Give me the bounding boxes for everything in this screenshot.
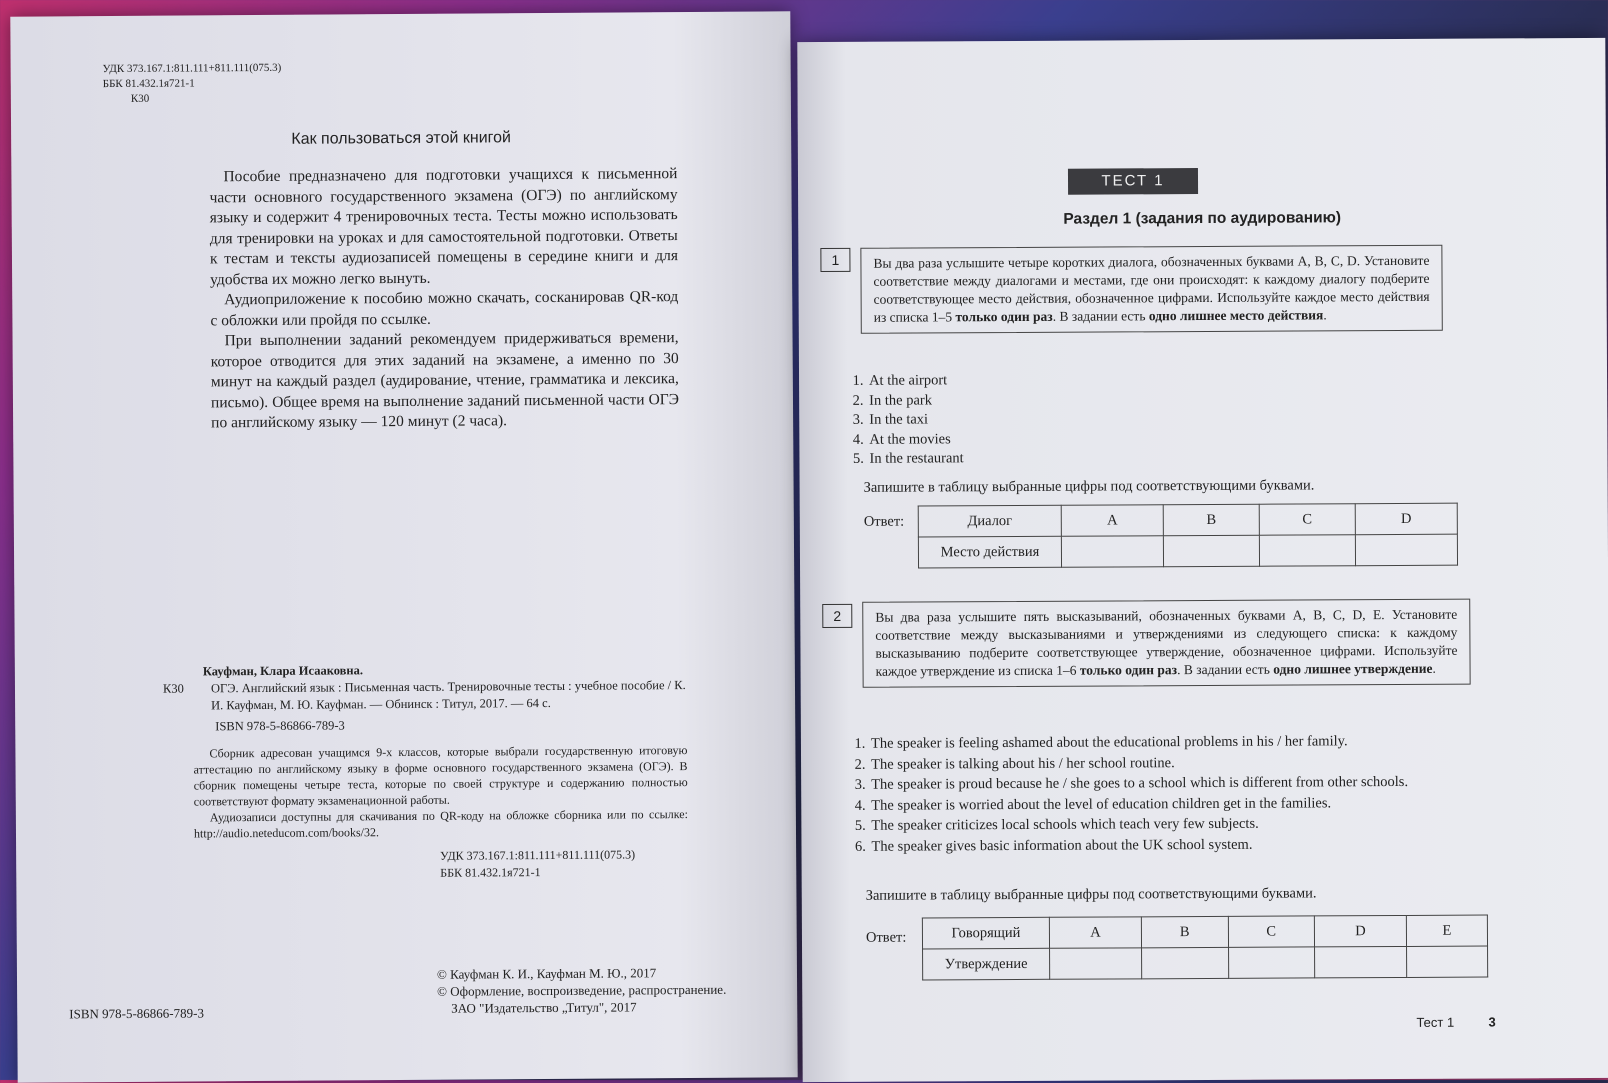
- biblio-isbn: ISBN 978-5-86866-789-3: [215, 718, 345, 734]
- test-badge: ТЕСТ 1: [1068, 168, 1198, 195]
- table-header-cell: C: [1259, 504, 1355, 536]
- task-2-text-e: .: [1432, 660, 1436, 676]
- copyright-line-2: © Оформление, воспроизведение, распространение.: [437, 981, 727, 999]
- answer-cell[interactable]: [1050, 948, 1142, 979]
- intro-paragraph-1: Пособие предназначено для подготовки учащихся к письменной части основного государственного экзамена (ОГЭ) по английскому языку и содержит 4 тренировочных теста. Тесты можно использовать для тренировки на уроках и для самостоятельной подготовки. Ответы к тестам и тексты аудиозаписей помещены в середине книги и для удобства их можно легко вынуть.: [209, 165, 679, 288]
- task-2-answer-table: [922, 915, 1488, 981]
- list-item: 3. In the taxi: [867, 409, 1167, 430]
- answer-cell[interactable]: [1259, 535, 1355, 567]
- table-header-cell: Место действия: [918, 536, 1061, 568]
- answer-cell[interactable]: [1315, 946, 1407, 977]
- list-item: 5. In the restaurant: [867, 448, 1167, 469]
- table-header-cell: B: [1141, 916, 1228, 947]
- table-header-cell: Говорящий: [922, 917, 1049, 949]
- udk-code: УДК 373.167.1:811.111+811.111(075.3): [102, 61, 282, 76]
- right-page: [797, 38, 1608, 1082]
- table-row: [923, 946, 1488, 980]
- page-number: 3: [1488, 1014, 1496, 1030]
- list-item: 4. The speaker is worried about the level of education children get in the families.: [869, 792, 1469, 816]
- task-2-text-a: Вы два раза услышите пять высказываний, обозначенных буквами A, B, C, D, E. Установите соответствие между высказываниями и утверждениями из следующего списка: к каждому высказыванию подберите соответствующее утверждение, обозначенное цифрами. Используйте каждое утверждение из списка 1–6: [875, 606, 1458, 679]
- udk-block: [103, 61, 282, 107]
- table-row: [918, 503, 1457, 537]
- task-1-write-hint: Запишите в таблицу выбранные цифры под соответствующими буквами.: [863, 477, 1315, 496]
- table-row: [922, 915, 1487, 949]
- left-page: [10, 11, 797, 1082]
- abstract-paragraph-1: Сборник адресован учащимся 9-х классов, которые выбрали государственную итоговую аттестацию по английскому языку в форме основного государственного экзамена (ОГЭ). В сборник помещены четыре теста, которые по своей структуре и содержанию полностью соответствуют формату экзаменационной работы.: [193, 743, 688, 809]
- table-header-cell: C: [1228, 916, 1315, 947]
- task-2-text-d: одно лишнее утверждение: [1273, 660, 1433, 677]
- task-2-number: 2: [822, 604, 852, 628]
- intro-paragraph-3: При выполнении заданий рекомендуем придерживаться времени, которое отводится для этих заданий на экзамене, а именно по 30 минут на каждый раздел (аудирование, чтение, грамматика и лексика, письмо). Общее время на выполнение заданий письменной части ОГЭ по английскому языку — 120 минут (2 часа).: [210, 329, 680, 432]
- intro-text: [209, 164, 679, 434]
- task-2-answer-label: Ответ:: [865, 929, 907, 946]
- bbk-bottom: ББК 81.432.1я721-1: [440, 865, 541, 880]
- table-header-cell: E: [1406, 915, 1487, 946]
- section-title: Раздел 1 (задания по аудированию): [1063, 209, 1342, 228]
- list-item: 2. The speaker is talking about his / her school routine.: [869, 751, 1469, 775]
- list-item: 4. At the movies: [867, 429, 1167, 450]
- abstract: [193, 742, 688, 841]
- table-header-cell: Диалог: [918, 505, 1061, 537]
- task-1-text-d: одно лишнее место действия: [1148, 307, 1324, 324]
- list-item: 3. The speaker is proud because he / she goes to a school which is different from other schools.: [869, 772, 1469, 796]
- list-item: 2. In the park: [867, 390, 1167, 411]
- biblio-author: Кауфман, Клара Исааковна.: [202, 663, 364, 679]
- task-1-text-a: Вы два раза услышите четыре коротких диалога, обозначенных буквами A, B, C, D. Установите соответствие между диалогами и местами, где они происходят: к каждому диалогу подберите соответствующее место действия, обозначенное цифрами. Используйте каждое место действия из списка 1–5: [873, 252, 1430, 325]
- author-mark: К30: [130, 92, 150, 105]
- abstract-paragraph-2: Аудиозаписи доступны для скачивания по QR-коду на обложке сборника или по ссылке: http://audio.neteducom.com/books/32.: [193, 807, 688, 841]
- list-item: 6. The speaker gives basic information about the UK school system.: [869, 833, 1469, 857]
- table-header-cell: D: [1355, 503, 1457, 535]
- task-2-write-hint: Запишите в таблицу выбранные цифры под соответствующими буквами.: [865, 885, 1317, 904]
- task-1-options: [849, 370, 1168, 469]
- task-1-text-b: только один раз: [955, 308, 1053, 325]
- answer-cell[interactable]: [1355, 534, 1457, 566]
- copyright-block: [437, 964, 727, 1017]
- bibliographic-record: [162, 660, 689, 883]
- task-2-text-b: только один раз: [1079, 662, 1178, 678]
- biblio-description: ОГЭ. Английский язык : Письменная часть. Тренировочные тесты : учебное пособие / К. И. Кауфман, М. Ю. Кауфман. — Обнинск : Титул, 2017. — 64 с.: [210, 678, 686, 713]
- answer-cell[interactable]: [1228, 947, 1315, 978]
- copyright-line-3: ЗАО "Издательство „Титул", 2017: [451, 999, 637, 1016]
- intro-paragraph-2: Аудиоприложение к пособию можно скачать, сосканировав QR-код с обложки или пройдя по ссылке.: [210, 288, 679, 329]
- list-item: 1. The speaker is feeling ashamed about the educational problems in his / her family.: [869, 731, 1469, 755]
- udk-bottom: УДК 373.167.1:811.111+811.111(075.3): [440, 847, 636, 863]
- answer-cell[interactable]: [1142, 947, 1229, 978]
- answer-cell[interactable]: [1163, 535, 1259, 567]
- isbn-bottom: ISBN 978-5-86866-789-3: [69, 1005, 204, 1022]
- task-1-instructions: [860, 245, 1442, 334]
- copyright-line-1: © Кауфман К. И., Кауфман М. Ю., 2017: [436, 965, 657, 982]
- answer-cell[interactable]: [1061, 536, 1163, 568]
- footer-test-label: Тест 1: [1416, 1014, 1455, 1030]
- biblio-code: К30: [162, 681, 184, 696]
- udk-bottom-block: [194, 846, 688, 883]
- table-header-cell: D: [1314, 915, 1406, 946]
- table-header-cell: A: [1061, 505, 1163, 537]
- task-2-instructions: [862, 599, 1470, 688]
- task-1-text-c: . В задании есть: [1052, 308, 1149, 324]
- task-2-text-c: . В задании есть: [1177, 661, 1274, 678]
- task-1-text-e: .: [1323, 307, 1327, 323]
- table-header-cell: Утверждение: [923, 948, 1050, 980]
- table-header-cell: A: [1049, 917, 1141, 948]
- task-1-answer-table: [918, 503, 1458, 569]
- page-title: Как пользоваться этой книгой: [291, 129, 511, 148]
- task-1-answer-label: Ответ:: [863, 513, 905, 530]
- table-row: [918, 534, 1457, 568]
- list-item: 5. The speaker criticizes local schools which teach very few subjects.: [869, 813, 1469, 837]
- answer-cell[interactable]: [1407, 946, 1488, 977]
- bbk-code: ББК 81.432.1я721-1: [102, 77, 195, 91]
- list-item: 1. At the airport: [867, 370, 1167, 391]
- task-2-options: [851, 731, 1470, 857]
- table-header-cell: B: [1163, 504, 1259, 536]
- task-1-number: 1: [820, 248, 850, 272]
